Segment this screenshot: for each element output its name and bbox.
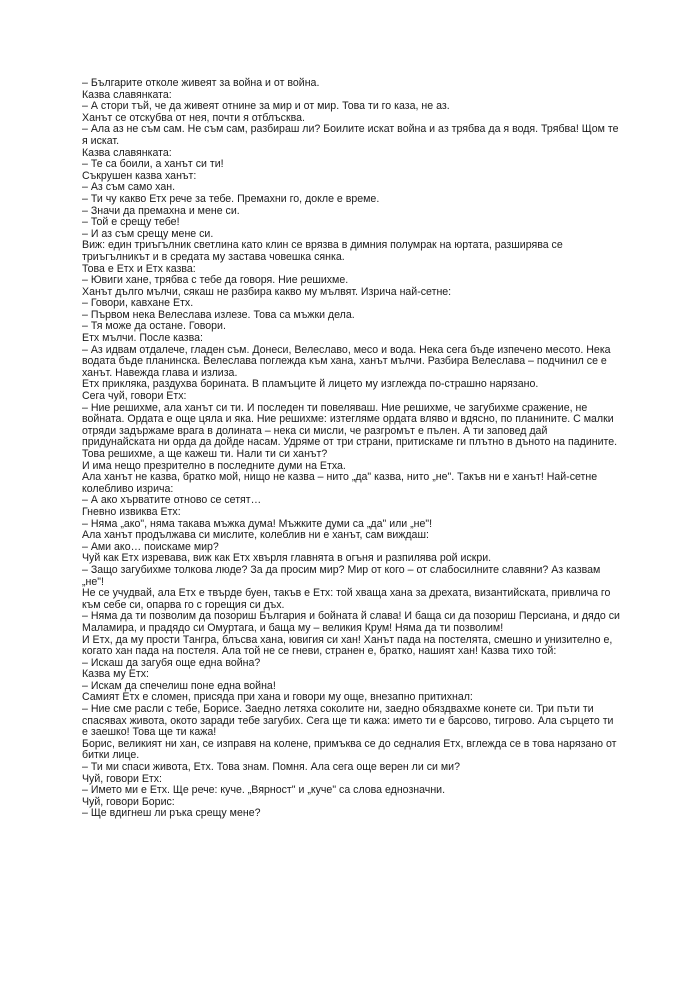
- text-line: Казва славянката:: [82, 146, 172, 159]
- text-line: – Ние решихме, ала ханът си ти. И последен ти повеляваш. Ние решихме, че загубихме сражение, не войната. Ордата е още цяла и яка. Ние решихме: изтегляме ордата вляво и вдясно, по планините. С малки отряди задържаме врага в долината – нека си мисли, че разгромът е пълен. А ти заповед дай придунайската ни орда да дойде насам. Удряме от три страни, притискаме ги плътно в дъното на падините. Това решихме, а ще кажеш ти. Нали ти си ханът?: [82, 401, 618, 460]
- text-line: Чуй, говори Етх:: [82, 772, 162, 785]
- text-line: Ханът се отскубва от нея, почти я отблъсква.: [82, 111, 305, 124]
- text-line: – Те са боили, а ханът си ти!: [82, 158, 224, 171]
- text-line: Чуй как Етх изревава, виж как Етх хвърля главнята в огъня и разпилява рой искри.: [82, 552, 492, 565]
- text-line: – Ние сме расли с тебе, Борисе. Заедно летяха соколите ни, заедно обяздвахме конете си. Три пъти ти спасявах живота, окото заради тебе загубих. Сега ще ти кажа: името ти е барсово, тигрово. Ала сърцето ти е заешко! Това ще ти кажа!: [82, 703, 614, 739]
- text-line: Ала ханът не казва, братко мой, нищо не казва – нито „да" казва, нито „не". Такъв ни е ханът! Най-сетне колебливо изрича:: [82, 471, 598, 495]
- text-line: Не се учудвай, ала Етх е твърде буен, такъв е Етх: той хваща хана за дрехата, византийската, привлича го към себе си, опарва го с горещия си дъх.: [82, 587, 611, 611]
- text-line: – Ювиги хане, трябва с тебе да говоря. Ние решихме.: [82, 274, 349, 287]
- text-line: Казва му Етх:: [82, 668, 149, 681]
- text-line: Самият Етх е сломен, присяда при хана и говори му още, внезапно притихнал:: [82, 691, 473, 704]
- text-line: – А ако хърватите отново се сетят…: [82, 494, 262, 507]
- text-line: – Няма да ти позволим да позориш България и бойната й слава! И баща си да позориш Персиана, и дядо си Маламира, и прадядо си Омуртага, и баща му – великия Крум! Няма да ти позволим!: [82, 610, 620, 634]
- text-line: – Говори, кавхане Етх.: [82, 297, 194, 310]
- text-line: Ханът дълго мълчи, сякаш не разбира какво му мълвят. Изрича най-сетне:: [82, 285, 452, 298]
- text-line: – Ала аз не съм сам. Не съм сам, разбираш ли? Боилите искат война и аз трябва да я водя. Трябва! Щом те я искат.: [82, 123, 619, 147]
- text-line: – Искаш да загубя още една война?: [82, 656, 261, 669]
- text-line: Съкрушен казва ханът:: [82, 169, 197, 182]
- text-line: – Няма „ако", няма такава мъжка дума! Мъжките думи са „да" или „не"!: [82, 517, 433, 530]
- text-line: – Значи да премахна и мене си.: [82, 204, 240, 217]
- text-line: – Аз идвам отдалече, гладен съм. Донеси, Велеславо, месо и вода. Нека сега бъде изпечено месото. Нека водата бъде планинска. Велеслава поглежда към хана, ханът мълчи. Разбира Велеслава – подчинил се е ханът. Навежда глава и излиза.: [82, 343, 611, 379]
- text-line: – А стори тъй, че да живеят отнине за мир и от мир. Това ти го каза, не аз.: [82, 100, 450, 113]
- text-line: Гневно извиква Етх:: [82, 505, 181, 518]
- text-line: Етх приклякa, раздухва борината. В пламъците й лицето му изглежда по-страшно нарязано.: [82, 378, 539, 391]
- text-line: Чуй, говори Борис:: [82, 795, 175, 808]
- text-line: – Защо загубихме толкова люде? За да просим мир? Мир от кого – от слабосилните славяни? Аз казвам „не"!: [82, 563, 601, 588]
- text-line: – И аз съм срещу мене си.: [82, 227, 214, 240]
- text-line: – Ти ми спаси живота, Етх. Това знам. Помня. Ала сега още верен ли си ми?: [82, 761, 460, 774]
- text-line: Виж: един триъгълник светлина като клин се врязва в димния полумрак на юртата, разширява се триъгълникът и в средата му застава човешка сянка.: [82, 239, 563, 263]
- text-line: И има нещо презрително в последните думи на Етха.: [82, 459, 346, 472]
- text-line: – Ами ако… поискаме мир?: [82, 540, 219, 553]
- text-line: – Искам да спечелиш поне една война!: [82, 679, 276, 692]
- text-line: Това е Етх и Етх казва:: [82, 262, 196, 275]
- text-line: – Ти чу какво Етх рече за тебе. Премахни го, докле е време.: [82, 192, 380, 205]
- text-line: Борис, великият ни хан, се изправя на колене, примъква се до седналия Етх, вглежда се в това нарязано от битки лице.: [82, 737, 617, 762]
- text-line: – Тя може да остане. Говори.: [82, 320, 226, 333]
- text-line: – Той е срещу тебе!: [82, 216, 180, 229]
- text-line: Сега чуй, говори Етх:: [82, 390, 187, 403]
- text-line: – Аз съм само хан.: [82, 181, 176, 194]
- text-line: Ала ханът продължава си мислите, колеблив ни е ханът, сам виждаш:: [82, 529, 429, 542]
- text-line: – Българите отколе живеят за война и от война.: [82, 77, 320, 89]
- text-line: Казва славянката:: [82, 88, 172, 101]
- text-line: Етх мълчи. После казва:: [82, 332, 203, 345]
- text-line: – Името ми е Етх. Ще рече: куче. „Вярност" и „куче" са слова еднозначни.: [82, 784, 446, 797]
- text-line: – Ще вдигнеш ли ръка срещу мене?: [82, 807, 261, 820]
- document-page: [82, 78, 622, 820]
- text-line: И Етх, да му прости Тангра, блъсва хана, ювигия си хан! Ханът пада на постелята, смешно и унизително е, когато хан пада на постеля. Ала той не се гневи, странен е, братко, нашият хан! Казва тихо той:: [82, 633, 613, 658]
- text-line: – Първом нека Велеслава излезе. Това са мъжки дела.: [82, 308, 355, 321]
